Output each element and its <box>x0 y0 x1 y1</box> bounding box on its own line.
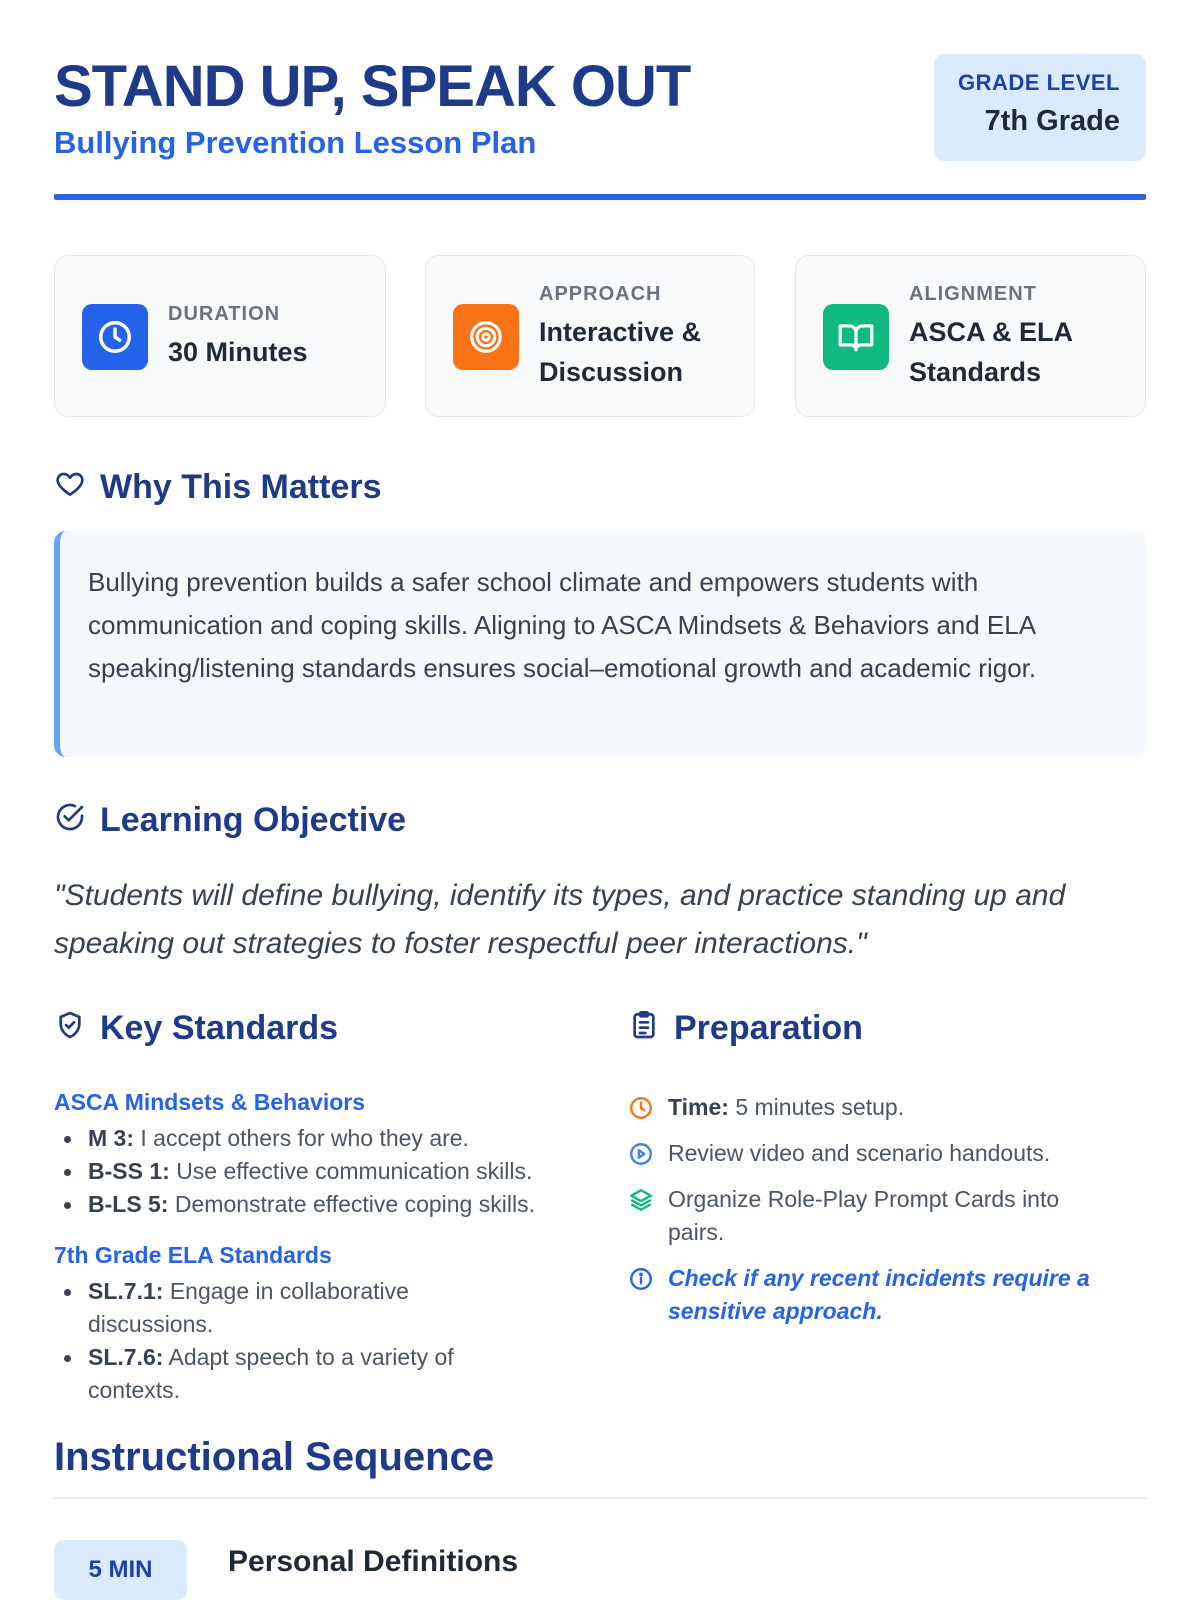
objective-heading-text: Learning Objective <box>100 801 407 839</box>
list-item: Review video and scenario handouts. <box>628 1137 1148 1170</box>
approach-value: Interactive & Discussion <box>539 317 702 387</box>
alignment-value: ASCA & ELA Standards <box>909 317 1073 387</box>
objective-text: "Students will define bullying, identify its types, and practice standing up and speaking out strategies to foster respectful peer interactions." <box>54 879 1066 960</box>
grade-level-value: 7th Grade <box>984 105 1120 137</box>
sequence-heading: Instructional Sequence <box>54 1435 495 1479</box>
preparation-column <box>628 1091 1148 1341</box>
shield-check-icon <box>54 1009 86 1047</box>
header <box>54 0 1146 200</box>
grade-level-label: GRADE LEVEL <box>958 70 1120 95</box>
check-circle-icon <box>54 801 86 839</box>
list-item: Time: 5 minutes setup. <box>628 1091 1148 1124</box>
standards-heading <box>54 1009 338 1047</box>
list-item: B-SS 1: Use effective communication skills. <box>54 1155 594 1188</box>
alignment-card <box>795 255 1146 417</box>
page-title: STAND UP, SPEAK OUT <box>54 54 691 119</box>
page-subtitle: Bullying Prevention Lesson Plan <box>54 125 537 160</box>
target-icon <box>453 304 519 370</box>
preparation-heading-text: Preparation <box>674 1009 863 1047</box>
approach-label: APPROACH <box>539 283 662 305</box>
duration-card <box>54 255 386 417</box>
grade-level-badge <box>934 54 1146 161</box>
standards-heading-text: Key Standards <box>100 1009 339 1047</box>
clock-icon <box>82 304 148 370</box>
book-open-icon <box>823 304 889 370</box>
asca-group-title: ASCA Mindsets & Behaviors <box>54 1089 365 1115</box>
layers-icon <box>628 1187 654 1213</box>
list-item: Organize Role-Play Prompt Cards into pairs. <box>628 1183 1098 1249</box>
preparation-heading <box>628 1009 863 1047</box>
why-heading <box>54 468 381 506</box>
list-item: B-LS 5: Demonstrate effective coping skills. <box>54 1188 594 1221</box>
step-title: Personal Definitions <box>228 1545 519 1578</box>
clipboard-icon <box>628 1009 660 1047</box>
duration-value: 30 Minutes <box>168 337 308 367</box>
list-item: Check if any recent incidents require a sensitive approach. <box>628 1262 1118 1328</box>
alignment-label: ALIGNMENT <box>909 283 1037 305</box>
why-heading-text: Why This Matters <box>100 468 382 506</box>
approach-card <box>425 255 755 417</box>
standards-column <box>54 1088 594 1407</box>
step-duration-badge: 5 MIN <box>54 1540 187 1600</box>
sequence-divider <box>54 1497 1146 1499</box>
info-icon <box>628 1266 654 1292</box>
clock-icon <box>628 1095 654 1121</box>
list-item: SL.7.6: Adapt speech to a variety of contexts. <box>54 1341 524 1407</box>
why-callout <box>54 531 1146 757</box>
play-circle-icon <box>628 1141 654 1167</box>
info-cards <box>54 255 1146 417</box>
ela-group-title: 7th Grade ELA Standards <box>54 1242 332 1268</box>
duration-label: DURATION <box>168 303 281 325</box>
asca-list <box>54 1122 594 1221</box>
ela-list <box>54 1275 524 1407</box>
header-divider <box>54 194 1146 200</box>
list-item: M 3: I accept others for who they are. <box>54 1122 594 1155</box>
heart-icon <box>54 468 86 506</box>
objective-heading <box>54 801 406 839</box>
list-item: SL.7.1: Engage in collaborative discussions. <box>54 1275 524 1341</box>
why-text: Bullying prevention builds a safer school climate and empowers students with communication and coping skills. Aligning to ASCA Mindsets & Behaviors and ELA speaking/listening standards ensures social–emotional growth and academic rigor. <box>88 567 1037 683</box>
